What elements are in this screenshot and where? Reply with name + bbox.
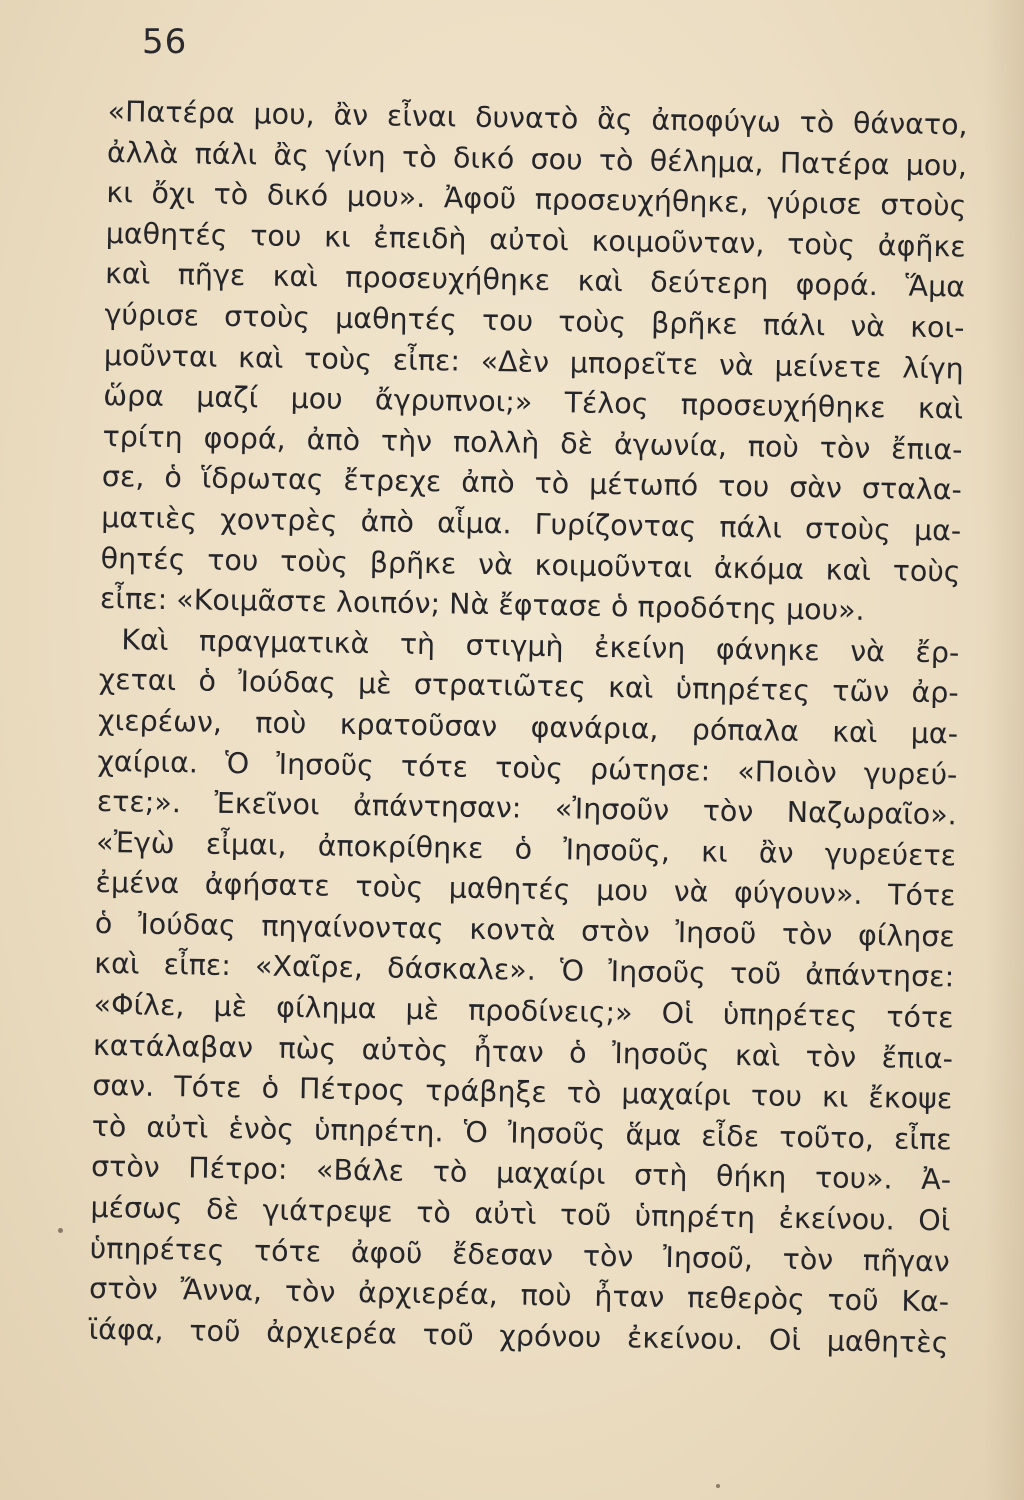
text-line: «Φίλε, μὲ φίλημα μὲ προδίνεις;» Οἱ ὑπηρέτες τότε: [93, 987, 954, 1035]
text-line: ϊάφα, τοῦ ἀρχιερέα τοῦ χρόνου ἐκείνου. Οἱ μαθητὲς: [88, 1312, 949, 1360]
text-line: ὁ Ἰούδας πηγαίνοντας κοντὰ στὸν Ἰησοῦ τὸν φίλησε: [94, 906, 956, 954]
text-line: σαν. Τότε ὁ Πέτρος τράβηξε τὸ μαχαίρι του κι ἔκοψε: [92, 1069, 953, 1116]
paper-speck: [58, 1228, 63, 1233]
text-line: χιερέων, ποὺ κρατοῦσαν φανάρια, ρόπαλα καὶ μα-: [97, 703, 959, 751]
text-line: κατάλαβαν πὼς αὐτὸς ἦταν ὁ Ἰησοῦς καὶ τὸν ἔπια-: [92, 1028, 954, 1076]
text-line: Καὶ πραγματικὰ τὴ στιγμὴ ἐκείνη φάνηκε νὰ ἔρ-: [121, 622, 960, 670]
text-line: τὸ αὐτὶ ἑνὸς ὑπηρέτη. Ὁ Ἰησοῦς ἅμα εἶδε τοῦτο, εἶπε: [91, 1109, 952, 1157]
text-line: μαθητές του κι ἐπειδὴ αὐτοὶ κοιμοῦνταν, τοὺς ἀφῆκε: [105, 216, 966, 264]
text-line: εἶπε: «Κοιμᾶστε λοιπόν; Νὰ ἔφτασε ὁ προδότης μου».: [99, 582, 865, 628]
paper-speck: [716, 1484, 720, 1488]
text-line: χαίρια. Ὁ Ἰησοῦς τότε τοὺς ρώτησε: «Ποιὸν γυρεύ-: [97, 744, 958, 791]
body-text: [88, 92, 968, 1364]
page-number: 56: [142, 22, 188, 62]
text-line: στὸν Πέτρο: «Βάλε τὸ μαχαίρι στὴ θήκη του». Ἀ-: [90, 1150, 952, 1197]
text-line: ἐμένα ἀφήσατε τοὺς μαθητές μου νὰ φύγουν». Τότε: [95, 866, 956, 913]
text-line: μοῦνται καὶ τοὺς εἶπε: «Δὲν μπορεῖτε νὰ μείνετε λίγη: [103, 338, 965, 386]
text-line: κι ὄχι τὸ δικό μου». Ἀφοῦ προσευχήθηκε, γύρισε στοὺς: [106, 176, 967, 223]
text-line: γύρισε στοὺς μαθητές του τοὺς βρῆκε πάλι νὰ κοι-: [104, 297, 965, 345]
text-line: ὥρα μαζί μου ἄγρυπνοι;» Τέλος προσευχήθηκε καὶ: [102, 379, 964, 426]
text-line: καὶ πῆγε καὶ προσευχήθηκε καὶ δεύτερη φορά. Ἅμα: [104, 257, 966, 304]
text-line: τρίτη φορά, ἀπὸ τὴν πολλὴ δὲ ἀγωνία, ποὺ τὸν ἔπια-: [102, 419, 963, 467]
text-line: καὶ εἶπε: «Χαῖρε, δάσκαλε». Ὁ Ἰησοῦς τοῦ ἀπάντησε:: [94, 947, 955, 994]
text-line: θητές του τοὺς βρῆκε νὰ κοιμοῦνται ἀκόμα καὶ τοὺς: [100, 541, 961, 588]
text-line: «Ἐγὼ εἶμαι, ἀποκρίθηκε ὁ Ἰησοῦς, κι ἂν γυρεύετε: [95, 825, 957, 873]
text-line: «Πατέρα μου, ἂν εἶναι δυνατὸ ἂς ἀποφύγω τὸ θάνατο,: [107, 94, 968, 142]
text-line: στὸν Ἄννα, τὸν ἀρχιερέα, ποὺ ἦταν πεθερὸς τοῦ Κα-: [88, 1272, 950, 1319]
text-line: σε, ὁ ἵδρωτας ἔτρεχε ἀπὸ τὸ μέτωπό του σὰν σταλα-: [101, 460, 963, 507]
text-line: ἀλλὰ πάλι ἂς γίνη τὸ δικό σου τὸ θέλημα, Πατέρα μου,: [106, 135, 968, 183]
text-line: ματιὲς χοντρὲς ἀπὸ αἷμα. Γυρίζοντας πάλι στοὺς μα-: [101, 500, 962, 548]
text-line: ετε;». Ἐκεῖνοι ἀπάντησαν: «Ἰησοῦν τὸν Ναζωραῖο».: [96, 785, 958, 832]
text-line: ὑπηρέτες τότε ἀφοῦ ἔδεσαν τὸν Ἰησοῦ, τὸν πῆγαν: [89, 1231, 950, 1278]
text-line: χεται ὁ Ἰούδας μὲ στρατιῶτες καὶ ὑπηρέτες τῶν ἀρ-: [98, 663, 959, 710]
text-line: μέσως δὲ γιάτρεψε τὸ αὐτὶ τοῦ ὑπηρέτη ἐκείνου. Οἱ: [90, 1190, 951, 1238]
